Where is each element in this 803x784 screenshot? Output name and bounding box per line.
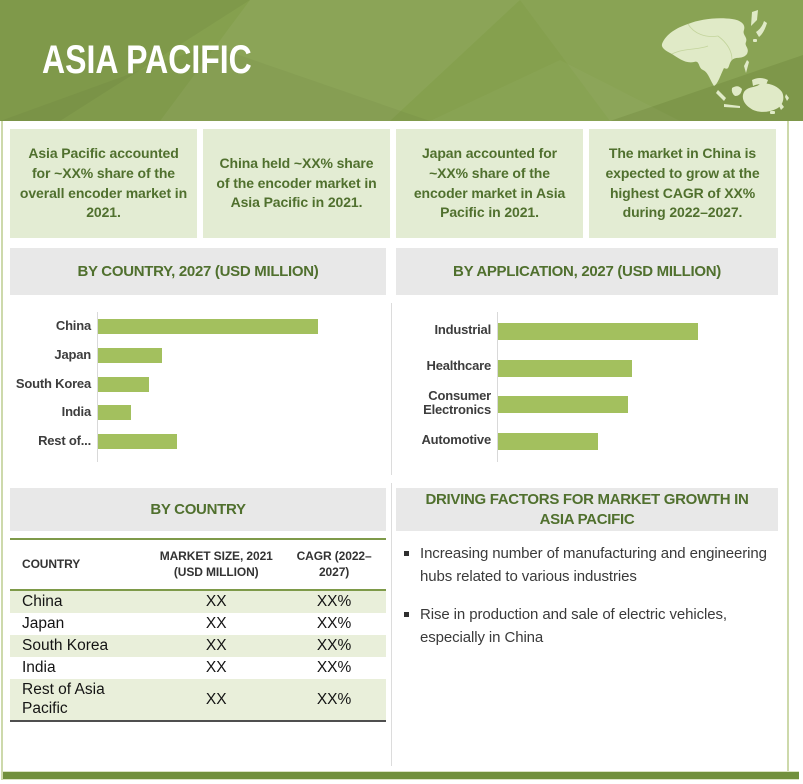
cell-market-size: XX bbox=[205, 690, 227, 708]
table-row bbox=[10, 613, 386, 635]
cell-country: China bbox=[22, 593, 63, 611]
chart-category-label: China bbox=[55, 317, 91, 333]
chart-axis-line bbox=[497, 312, 498, 462]
bar-healthcare bbox=[498, 360, 632, 377]
highlight-text: The market in China is expected to grow at the highest CAGR of XX% during 2022–2027. bbox=[605, 145, 760, 221]
chart-category-label: Industrial bbox=[434, 321, 491, 337]
highlight-text: Asia Pacific accounted for ~XX% share of the overall encoder market in 2021. bbox=[19, 145, 188, 221]
cell-country: Japan bbox=[22, 615, 65, 633]
bar-india bbox=[98, 405, 131, 420]
bullet-square-icon bbox=[404, 551, 409, 556]
cell-country: Rest of Asia Pacific bbox=[22, 681, 105, 718]
table-row bbox=[10, 635, 386, 657]
table-head bbox=[10, 539, 386, 590]
chart-category-label: Rest of... bbox=[38, 433, 91, 449]
cell-market-size: XX bbox=[205, 593, 227, 611]
highlight-box-china-share bbox=[203, 129, 390, 238]
cell-cagr: XX% bbox=[316, 690, 352, 708]
driving-factor-item bbox=[404, 604, 776, 649]
column-header-country: COUNTRY bbox=[10, 539, 150, 590]
chart-axis-line bbox=[97, 312, 98, 462]
highlight-text: Japan accounted for ~XX% share of the encoder market in Asia Pacific in 2021. bbox=[413, 145, 566, 221]
by-country-table-header: BY COUNTRY bbox=[10, 488, 386, 531]
cell-country: India bbox=[22, 659, 56, 677]
driving-factor-text: Increasing number of manufacturing and engineering hubs related to various industries bbox=[420, 545, 767, 585]
column-header-market-size: MARKET SIZE, 2021 (USD MILLION) bbox=[150, 539, 282, 590]
region-banner bbox=[0, 0, 803, 121]
chart-category-label: Healthcare bbox=[426, 358, 491, 374]
country-table-body bbox=[10, 590, 386, 721]
highlight-box-japan-share bbox=[396, 129, 583, 238]
cell-cagr: XX% bbox=[316, 637, 352, 655]
cell-country: South Korea bbox=[22, 637, 109, 655]
chart-category-label: South Korea bbox=[15, 375, 91, 391]
highlight-box-china-cagr bbox=[589, 129, 776, 238]
bottom-accent-bar bbox=[3, 771, 799, 780]
table-row bbox=[10, 679, 386, 721]
bar-consumer-electronics bbox=[498, 396, 628, 413]
column-header-cagr: CAGR (2022–2027) bbox=[282, 539, 386, 590]
page-title: ASIA PACIFIC bbox=[42, 38, 252, 82]
table-header-row bbox=[10, 539, 386, 590]
cell-market-size: XX bbox=[205, 615, 227, 633]
driving-factors-list bbox=[404, 543, 776, 665]
bar-south-korea bbox=[98, 377, 149, 392]
bar-rest-of bbox=[98, 434, 177, 449]
chart-category-label: Consumer Electronics bbox=[423, 387, 491, 418]
highlight-box-asia-pacific-share bbox=[10, 129, 197, 238]
chart-category-label: India bbox=[61, 404, 91, 420]
driving-factors-header: DRIVING FACTORS FOR MARKET GROWTH IN ASIA PACIFIC bbox=[396, 488, 778, 531]
driving-factor-text: Rise in production and sale of electric vehicles, especially in China bbox=[420, 606, 727, 646]
cell-market-size: XX bbox=[205, 637, 227, 655]
cell-cagr: XX% bbox=[316, 659, 352, 677]
charts-vertical-divider bbox=[391, 303, 392, 475]
bar-industrial bbox=[498, 323, 698, 340]
by-country-chart-header: BY COUNTRY, 2027 (USD MILLION) bbox=[10, 248, 386, 295]
bottom-vertical-divider bbox=[391, 483, 392, 766]
bar-automotive bbox=[498, 433, 598, 450]
chart-category-label: Automotive bbox=[421, 431, 491, 447]
cell-cagr: XX% bbox=[316, 615, 352, 633]
highlight-text: China held ~XX% share of the encoder market in Asia Pacific in 2021. bbox=[216, 155, 377, 211]
by-application-chart-header: BY APPLICATION, 2027 (USD MILLION) bbox=[396, 248, 778, 295]
country-market-table bbox=[10, 538, 386, 722]
bullet-square-icon bbox=[404, 612, 409, 617]
by-country-bar-chart bbox=[10, 312, 386, 462]
chart-category-label: Japan bbox=[54, 346, 91, 362]
table-row bbox=[10, 590, 386, 613]
by-application-bar-chart bbox=[398, 312, 778, 462]
driving-factor-item bbox=[404, 543, 776, 588]
cell-cagr: XX% bbox=[316, 593, 352, 611]
table-row bbox=[10, 657, 386, 679]
cell-market-size: XX bbox=[205, 659, 227, 677]
bar-china bbox=[98, 319, 318, 334]
bar-japan bbox=[98, 348, 162, 363]
asia-pacific-map-icon bbox=[648, 10, 796, 116]
